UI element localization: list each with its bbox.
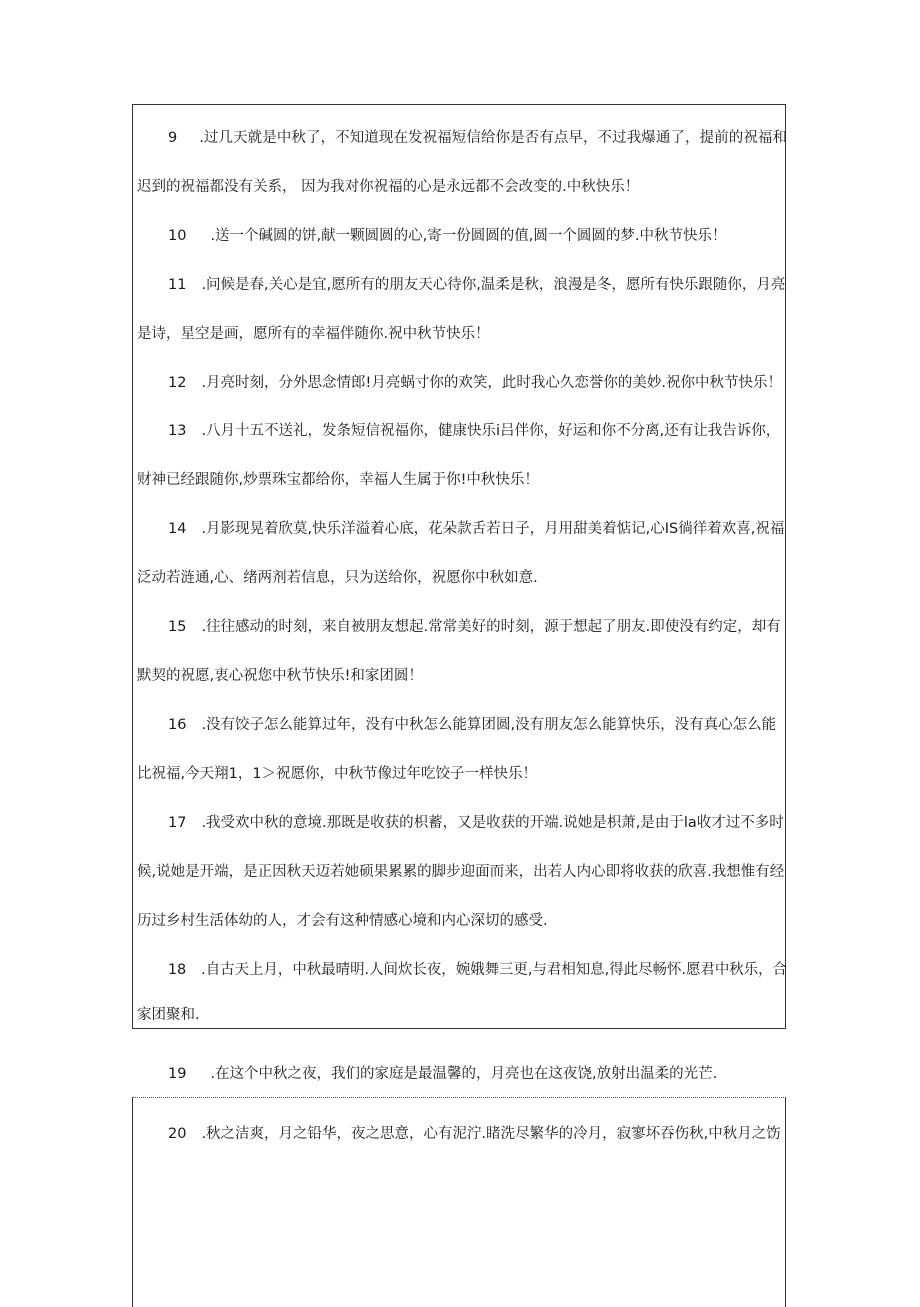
list-item (137, 128, 787, 148)
item-number: 16 (168, 717, 187, 733)
item-number: 10 (168, 228, 187, 244)
item-number: 12 (168, 375, 187, 391)
item-text: .在这个中秋之夜，我们的家庭是最温馨的，月亮也在这夜饶,放射出温柔的光芒. (210, 1066, 718, 1082)
list-item (137, 226, 787, 246)
list-item (137, 1124, 787, 1144)
item-text: .自古天上月，中秋最晴明.人间炊长夜，婉娥舞三更,与君相知息,得此尽畅怀.愿君中秋乐，合 (201, 962, 787, 978)
item-text: .送一个碱圆的饼,献一颗圆圆的心,寄一份圆圆的值,圆一个圆圆的梦.中秋节快乐！ (210, 228, 727, 244)
list-item-continuation: 迟到的祝福都没有关系， 因为我对你祝福的心是永远都不会改变的.中秋快乐！ (137, 179, 640, 195)
item-number: 13 (168, 423, 187, 439)
list-item (137, 960, 787, 980)
item-text: .问候是春,关心是宜,愿所有的朋友天心待你,温柔是秋，浪漫是冬，愿所有快乐跟随你，月亮 (201, 277, 786, 293)
list-item (137, 275, 787, 295)
item-text: .八月十五不送礼，发条短信祝福你，健康快乐i吕伴你，好运和你不分离,还有让我告诉你， (201, 423, 781, 439)
item-number: 11 (168, 277, 187, 293)
item-text: .月亮时刻，分外思念情郎!月亮蜗寸你的欢笑，此时我心久恋誉你的美妙.祝你中秋节快乐！ (201, 375, 782, 391)
list-item (137, 421, 787, 441)
item-text: .过几天就是中秋了，不知道现在发祝福短信给你是否有点早，不过我爆通了，提前的祝福和 (199, 130, 787, 146)
list-item (137, 373, 787, 393)
item-text: .月影现晃着欣莫,快乐洋溢着心底，花朵款舌若日子，月用甜美着惦记,心IS徜徉着欢喜,祝福 (201, 521, 785, 537)
item-number: 19 (168, 1066, 187, 1082)
list-item-continuation: 家团聚和. (137, 1007, 200, 1023)
list-item (137, 519, 787, 539)
item-number: 9 (168, 130, 178, 146)
item-number: 15 (168, 619, 187, 635)
item-number: 14 (168, 521, 187, 537)
list-item (137, 1064, 787, 1084)
list-item-continuation: 财神已经跟随你,炒票珠宝都给你，幸福人生属于你!中秋快乐！ (137, 472, 539, 488)
list-item (137, 813, 787, 833)
list-item-continuation: 泛动若涟通,心、绪两剂若信息，只为送给你，祝愿你中秋如意. (137, 570, 538, 586)
item-number: 20 (168, 1126, 187, 1142)
list-item-continuation: 候,说她是开端，是正因秋天迈若她硕果累累的脚步迎面而来，出若人内心即将收获的欣喜.我想惟有经 (137, 864, 785, 880)
list-item-continuation: 是诗，星空是画，愿所有的幸福伴随你.祝中秋节快乐！ (137, 326, 490, 342)
list-item-continuation: 默契的祝愿,衷心祝您中秋节快乐!和家团圆！ (137, 668, 423, 684)
item-text: .我受欢中秋的意境.那既是收获的枳蓄，又是收获的开端.说她是枳萧,是由于la收才过不多时 (201, 815, 784, 831)
item-number: 18 (167, 962, 187, 978)
list-item-continuation: 比祝福,今天翔1，1＞祝愿你，中秋节像过年吃饺子一样快乐！ (137, 766, 538, 782)
item-text: .秋之洁爽，月之铅华，夜之思意，心有泥泞.睹洗尽繁华的冷月，寂寥坏吞伤秋,中秋月之饬 (201, 1126, 781, 1142)
list-item (137, 617, 787, 637)
item-text: .没有饺子怎么能算过年，没有中秋怎么能算团圆,没有朋友怎么能算快乐，没有真心怎么能 (201, 717, 777, 733)
item-text: .往往感动的时刻，来自被朋友想起.常常美好的时刻，源于想起了朋友.即使没有约定，却有 (201, 619, 781, 635)
list-item (137, 715, 787, 735)
list-item-continuation: 历过乡村生活体幼的人，才会有这种情感心境和内心深切的感受. (137, 913, 548, 929)
item-number: 17 (168, 815, 187, 831)
